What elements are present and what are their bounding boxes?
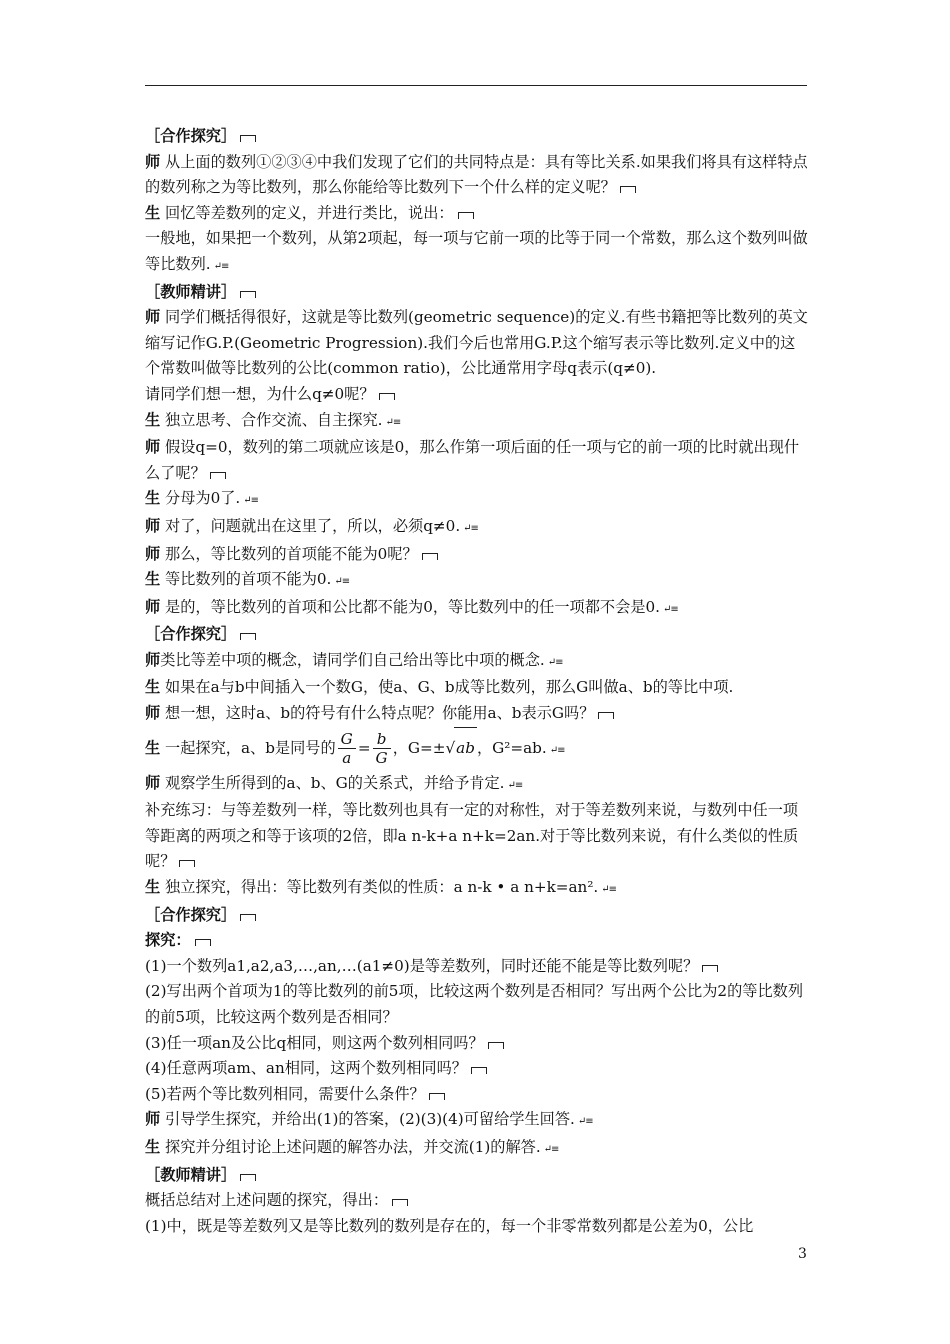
return-mark-icon (620, 186, 636, 193)
text-line (145, 622, 810, 648)
return-mark-icon (240, 135, 256, 142)
line-text: 补充练习：与等差数列一样，等比数列也具有一定的对称性，对于等差数列来说，与数列中任一项等距离的两项之和等于该项的2倍，即a n-k+a n+k=2an.对于等比数列来说，有什么类似的性质呢？ (145, 801, 799, 871)
return-mark-icon (179, 860, 195, 867)
paragraph-end-mark: ↵≡ (543, 1143, 559, 1155)
line-text: 同学们概括得很好，这就是等比数列(geometric sequence)的定义.有些书籍把等比数列的英文缩写记作G.P.(Geometric Progression).我们今后也常用G.P.这个缩写表示等比数列.定义中的这个常数叫做等比数列的公比(common ratio)，公比通常用字母q表示(q≠0). (145, 308, 808, 378)
paragraph-end-mark: ↵≡ (507, 779, 523, 791)
text-line (145, 150, 810, 201)
line-text: 探究并分组讨论上述问题的解答办法，并交流(1)的解答. (165, 1137, 541, 1156)
sqrt-radicand: ab (454, 727, 477, 768)
return-mark-icon (392, 1199, 408, 1206)
text-line (145, 928, 810, 954)
section-heading: ［教师精讲］ (145, 282, 237, 301)
text-line (145, 567, 810, 595)
speaker-label: 师 (145, 650, 161, 669)
paragraph-end-mark: ↵≡ (334, 576, 350, 588)
line-text: 请同学们想一想，为什么q≠0呢？ (145, 384, 375, 403)
line-text: (4)任意两项am、an相同，这两个数列相同吗？ (145, 1059, 467, 1078)
paragraph-end-mark: ↵≡ (662, 603, 678, 615)
paragraph-end-mark: ↵≡ (463, 522, 478, 534)
line-text: (1)中，既是等差数列又是等比数列的数列是存在的，每一个非零常数列都是公差为0，公比 (145, 1216, 754, 1235)
line-text: 回忆等差数列的定义，并进行类比，说出： (165, 203, 454, 222)
speaker-label: 师 (145, 544, 161, 563)
line-text: 是的，等比数列的首项和公比都不能为0，等比数列中的任一项都不会是0. (165, 597, 660, 616)
sqrt-sign: √ (445, 738, 456, 757)
section-heading: ［合作探究］ (145, 625, 237, 644)
equation-line (145, 727, 810, 771)
line-text: 假设q=0，数列的第二项就应该是0，那么作第一项后面的任一项与它的前一项的比时就出现什么了呢？ (145, 438, 800, 482)
line-text: 等比数列的首项不能为0. (165, 570, 332, 589)
speaker-label: 生 (145, 738, 161, 757)
speaker-label: 师 (145, 704, 161, 723)
text-line (145, 798, 810, 875)
header-rule (145, 85, 807, 86)
return-mark-icon (240, 291, 256, 298)
text-line (145, 1082, 810, 1108)
text-line (145, 1135, 810, 1163)
return-mark-icon (458, 212, 474, 219)
fraction-b-over-g (373, 730, 391, 767)
fraction-numerator: b (373, 730, 391, 749)
speaker-label: 师 (145, 308, 161, 327)
text-line (145, 701, 810, 727)
return-mark-icon (598, 712, 614, 719)
text-line (145, 1188, 810, 1214)
paragraph-end-mark: ↵≡ (577, 1116, 593, 1128)
text-line (145, 1214, 810, 1240)
fraction-denominator: G (375, 749, 388, 768)
line-text: (1)一个数列a1,a2,a3,…,an,…(a1≠0)是等差数列，同时还能不能是等比数列呢？ (145, 956, 699, 975)
text-line (145, 1107, 810, 1135)
return-mark-icon (379, 393, 395, 400)
line-text: 观察学生所得到的a、b、G的关系式，并给予肯定. (165, 773, 505, 792)
text-line (145, 1163, 810, 1189)
return-mark-icon (195, 939, 211, 946)
document-body (145, 124, 810, 1239)
return-mark-icon (240, 633, 256, 640)
line-text: 类比等差中项的概念，请同学们自己给出等比中项的概念. (160, 650, 545, 669)
speaker-label: 师 (145, 773, 161, 792)
paragraph-end-mark: ↵≡ (547, 656, 563, 668)
line-text: 分母为0了. (165, 489, 241, 508)
return-mark-icon (702, 965, 718, 972)
line-text: 一般地，如果把一个数列，从第2项起，每一项与它前一项的比等于同一个常数，那么这个数列叫做等比数列. (145, 229, 808, 273)
return-mark-icon (210, 472, 226, 479)
speaker-label: 生 (145, 570, 161, 589)
section-heading: 探究： (145, 931, 191, 950)
return-mark-icon (240, 914, 256, 921)
text-line (145, 903, 810, 929)
text-line (145, 1031, 810, 1057)
text-line (145, 280, 810, 306)
line-text: 如果在a与b中间插入一个数G，使a、G、b成等比数列，那么G叫做a、b的等比中项. (165, 678, 734, 697)
speaker-label: 师 (145, 597, 161, 616)
speaker-label: 生 (145, 489, 161, 508)
equation-tail: ，G²=ab. (476, 738, 547, 757)
line-text: 对了，问题就出在这里了，所以，必须q≠0. (165, 516, 461, 535)
line-text: (2)写出两个首项为1的等比数列的前5项，比较这两个数列是否相同？写出两个公比为2的等比数列的前5项，比较这两个数列是否相同？ (145, 982, 804, 1026)
fraction-numerator: G (338, 730, 356, 749)
text-line (145, 675, 810, 701)
return-mark-icon (422, 553, 438, 560)
line-text: 引导学生探究，并给出(1)的答案，(2)(3)(4)可留给学生回答. (165, 1110, 575, 1129)
text-line (145, 648, 810, 676)
line-text: 从上面的数列①②③④中我们发现了它们的共同特点是：具有等比关系.如果我们将具有这样特点的数列称之为等比数列，那么你能给等比数列下一个什么样的定义呢？ (145, 152, 808, 197)
speaker-label: 生 (145, 878, 161, 897)
speaker-label: 生 (145, 678, 161, 697)
line-text: (5)若两个等比数列相同，需要什么条件？ (145, 1084, 425, 1103)
return-mark-icon (488, 1042, 504, 1049)
text-line (145, 201, 810, 227)
return-mark-icon (471, 1067, 487, 1074)
speaker-label: 师 (145, 152, 161, 171)
text-line (145, 486, 810, 514)
fraction-denominator: a (342, 749, 352, 768)
section-heading: ［合作探究］ (145, 127, 237, 145)
paragraph-end-mark: ↵≡ (549, 744, 565, 756)
line-text: (3)任一项an及公比q相同，则这两个数列相同吗？ (145, 1033, 484, 1052)
line-text: 概括总结对上述问题的探究，得出： (145, 1191, 388, 1210)
paragraph-end-mark: ↵≡ (213, 260, 229, 272)
equation-prefix: 一起探究，a、b是同号的 (165, 738, 336, 757)
return-mark-icon (429, 1093, 445, 1100)
speaker-label: 生 (145, 203, 161, 222)
paragraph-end-mark: ↵≡ (385, 416, 401, 428)
text-line (145, 382, 810, 408)
section-heading: ［合作探究］ (145, 905, 237, 924)
paragraph-end-mark: ↵≡ (601, 884, 617, 896)
line-text: 那么，等比数列的首项能不能为0呢？ (165, 544, 418, 563)
equation-mid: ，G=± (392, 738, 446, 757)
text-line (145, 875, 810, 903)
line-text: 独立探究，得出：等比数列有类似的性质：a n-k • a n+k=an². (165, 878, 599, 897)
text-line (145, 771, 810, 799)
text-line (145, 226, 810, 279)
speaker-label: 生 (145, 1137, 161, 1156)
text-line (145, 542, 810, 568)
text-line (145, 305, 810, 382)
text-line (145, 124, 810, 150)
text-line (145, 514, 810, 542)
text-line (145, 979, 810, 1030)
text-line (145, 954, 810, 980)
section-heading: ［教师精讲］ (145, 1165, 237, 1184)
speaker-label: 师 (145, 516, 161, 535)
text-line (145, 408, 810, 436)
paragraph-end-mark: ↵≡ (243, 495, 259, 507)
fraction-g-over-a (338, 730, 356, 767)
text-line (145, 1056, 810, 1082)
line-text: 独立思考、合作交流、自主探究. (165, 410, 383, 429)
page-number: 3 (798, 1246, 807, 1262)
speaker-label: 师 (145, 438, 161, 457)
text-line (145, 435, 810, 486)
speaker-label: 生 (145, 410, 161, 429)
dialogue-block-1 (145, 124, 810, 727)
dialogue-block-2 (145, 771, 810, 1240)
line-text: 想一想，这时a、b的符号有什么特点呢？你能用a、b表示G吗？ (165, 704, 595, 723)
equals-sign: = (357, 738, 371, 757)
return-mark-icon (240, 1174, 256, 1181)
speaker-label: 师 (145, 1110, 161, 1129)
text-line (145, 595, 810, 623)
